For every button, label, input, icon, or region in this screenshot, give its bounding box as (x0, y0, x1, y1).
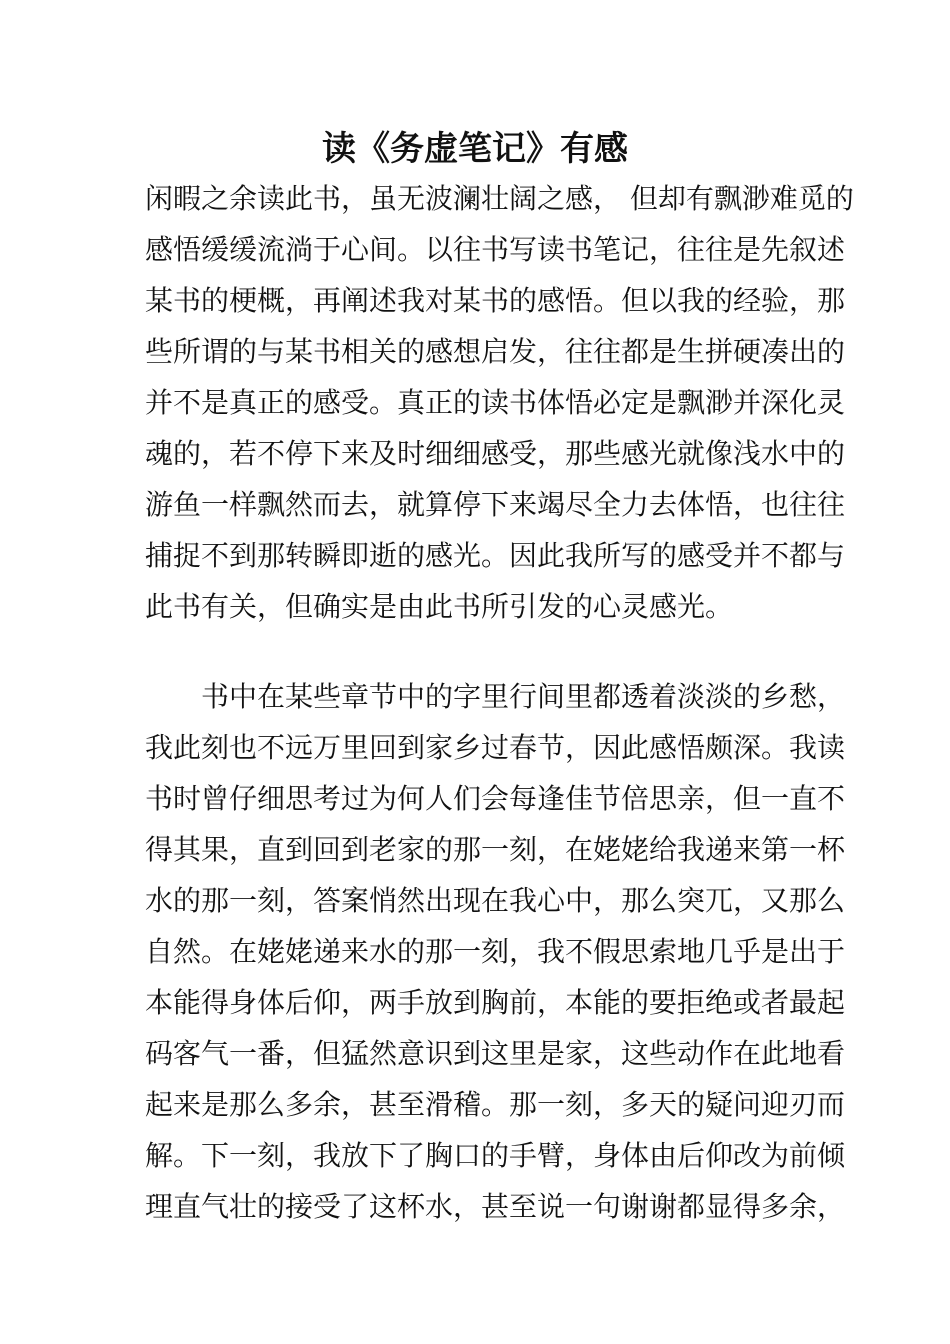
paragraph-1-line: 此书有关，但确实是由此书所引发的心灵感光。 (145, 590, 734, 623)
document-title: 读《务虚笔记》有感 (322, 129, 628, 169)
paragraph-1-line: 魂的，若不停下来及时细细感受，那些感光就像浅水中的 (145, 437, 846, 470)
paragraph-2-line: 书中在某些章节中的字里行间里都透着淡淡的乡愁， (201, 680, 846, 713)
paragraph-2-line: 起来是那么多余，甚至滑稽。那一刻，多天的疑问迎刃而 (145, 1088, 846, 1121)
paragraph-1-line: 感悟缓缓流淌于心间。以往书写读书笔记，往往是先叙述 (145, 233, 846, 266)
paragraph-1-line: 闲暇之余读此书，虽无波澜壮阔之感， 但却有飘渺难觅的 (145, 182, 854, 215)
paragraph-1-line: 游鱼一样飘然而去，就算停下来竭尽全力去体悟，也往往 (145, 488, 846, 521)
paragraph-2-line: 得其果，直到回到老家的那一刻，在姥姥给我递来第一杯 (145, 833, 846, 866)
paragraph-2-line: 我此刻也不远万里回到家乡过春节，因此感悟颇深。我读 (145, 731, 846, 764)
paragraph-2-line: 解。下一刻，我放下了胸口的手臂，身体由后仰改为前倾 (145, 1139, 846, 1172)
paragraph-1-line: 些所谓的与某书相关的感想启发，往往都是生拼硬凑出的 (145, 335, 846, 368)
paragraph-2-line: 水的那一刻，答案悄然出现在我心中，那么突兀，又那么 (145, 884, 846, 917)
paragraph-2-line: 理直气壮的接受了这杯水，甚至说一句谢谢都显得多余， (145, 1190, 846, 1223)
paragraph-2-line: 本能得身体后仰，两手放到胸前，本能的要拒绝或者最起 (145, 986, 846, 1019)
paragraph-2-line: 码客气一番，但猛然意识到这里是家，这些动作在此地看 (145, 1037, 846, 1070)
paragraph-1-line: 某书的梗概，再阐述我对某书的感悟。但以我的经验，那 (145, 284, 846, 317)
paragraph-2-line: 书时曾仔细思考过为何人们会每逢佳节倍思亲，但一直不 (145, 782, 846, 815)
paragraph-1-line: 并不是真正的感受。真正的读书体悟必定是飘渺并深化灵 (145, 386, 846, 419)
paragraph-2-line: 自然。在姥姥递来水的那一刻，我不假思索地几乎是出于 (145, 935, 846, 968)
paragraph-1-line: 捕捉不到那转瞬即逝的感光。因此我所写的感受并不都与 (145, 539, 846, 572)
